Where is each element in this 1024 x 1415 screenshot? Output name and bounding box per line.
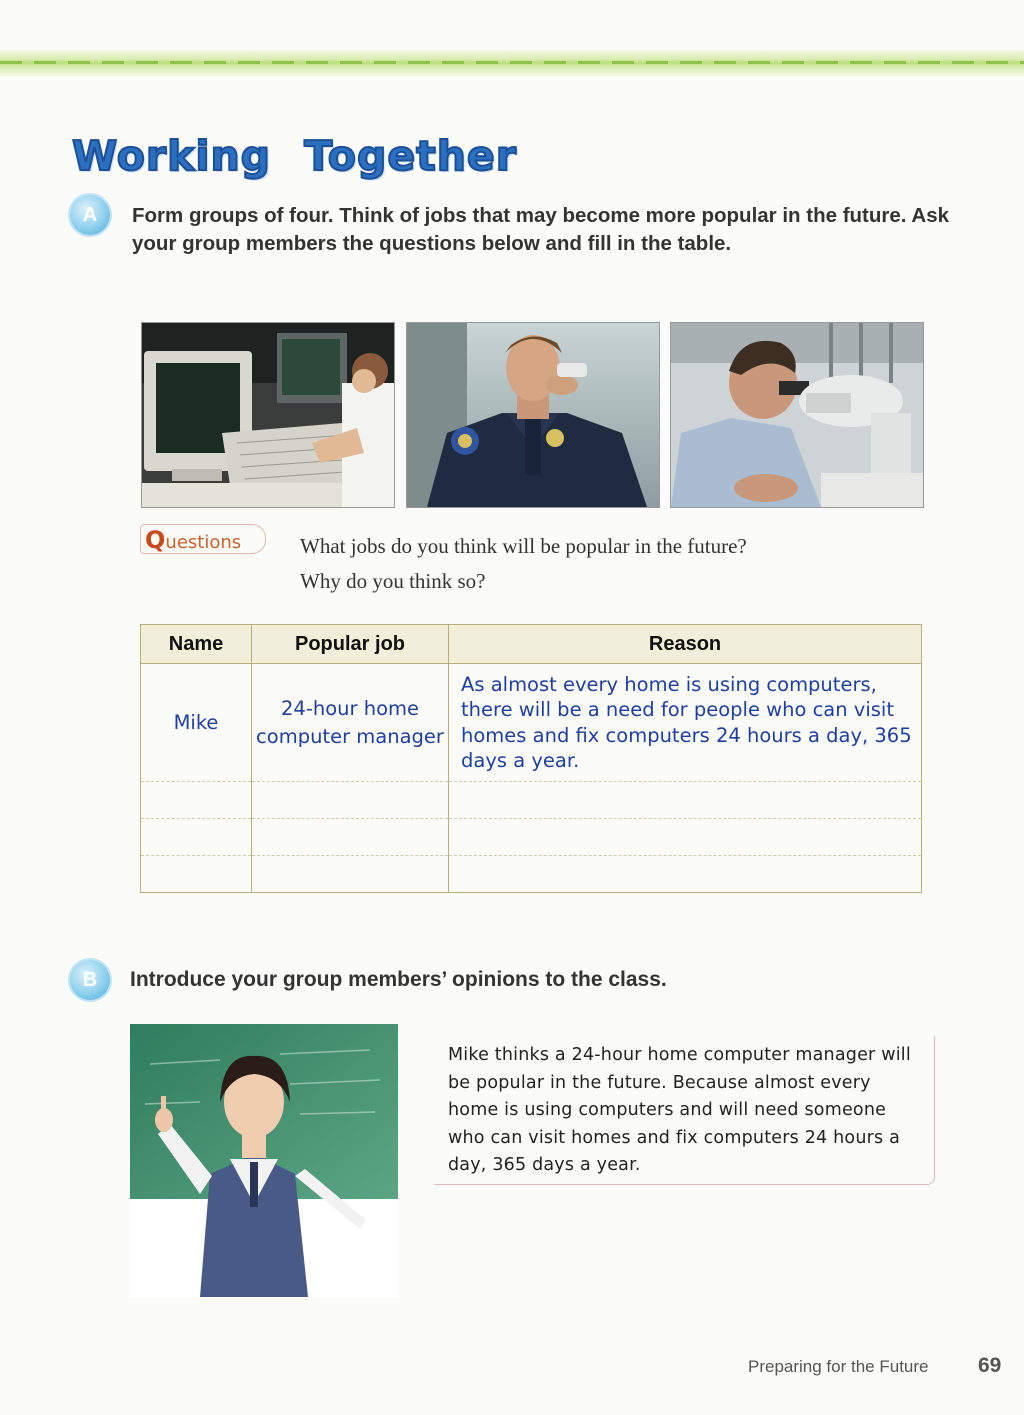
section-a-instruction: Form groups of four. Think of jobs that may become more popular in the future. Ask your group members the questions below and fill in the table. <box>132 204 950 255</box>
table-row <box>141 782 922 819</box>
question-2: Why do you think so? <box>300 569 486 593</box>
questions-label: Questions <box>140 524 266 554</box>
presenter-illustration <box>130 1024 398 1297</box>
table-row <box>141 664 922 782</box>
header-reason: Reason <box>449 625 922 664</box>
cell-name[interactable] <box>141 819 252 856</box>
speech-box <box>434 1036 935 1185</box>
cell-name: Mike <box>141 664 252 782</box>
cell-job[interactable] <box>252 819 449 856</box>
speech-text: Mike thinks a 24-hour home computer manager will be popular in the future. Because almost every home is using computers and will need someone who can visit homes and fix computers 24 hours a day, 365 days a year. <box>448 1045 911 1175</box>
section-b-badge: B <box>70 960 110 1000</box>
police-officer-photo <box>406 322 660 508</box>
header-name: Name <box>141 625 252 664</box>
section-b-instruction: Introduce your group members’ opinions to the class. <box>130 968 667 991</box>
table-row <box>141 856 922 893</box>
scientist-microscope-photo <box>670 322 924 508</box>
scientist-microscope-illustration <box>671 323 923 507</box>
footer-chapter-title: Preparing for the Future <box>748 1357 929 1376</box>
computer-technician-photo <box>141 322 395 508</box>
table-header-row <box>141 625 922 664</box>
cell-job[interactable] <box>252 856 449 893</box>
presenter-photo <box>130 1024 398 1297</box>
question-1: What jobs do you think will be popular in the future? <box>300 534 747 558</box>
cell-name[interactable] <box>141 856 252 893</box>
page-number: 69 <box>978 1354 1002 1377</box>
cell-job[interactable] <box>252 782 449 819</box>
computer-technician-illustration <box>142 323 394 507</box>
cell-reason[interactable] <box>449 856 922 893</box>
cell-reason: As almost every home is using computers, there will be a need for people who can visit homes and fix computers 24 hours a day, 365 days a year. <box>449 664 922 782</box>
table-row <box>141 819 922 856</box>
band-dash-line <box>0 61 1024 64</box>
header-popular-job: Popular job <box>252 625 449 664</box>
top-decorative-band <box>0 50 1024 76</box>
cell-reason[interactable] <box>449 782 922 819</box>
opinion-table <box>140 624 922 893</box>
police-officer-illustration <box>407 323 659 507</box>
section-a-badge: A <box>70 195 110 235</box>
cell-name[interactable] <box>141 782 252 819</box>
page-title: Working Together <box>72 132 517 180</box>
cell-reason[interactable] <box>449 819 922 856</box>
cell-job: 24-hour home computer manager <box>252 664 449 782</box>
